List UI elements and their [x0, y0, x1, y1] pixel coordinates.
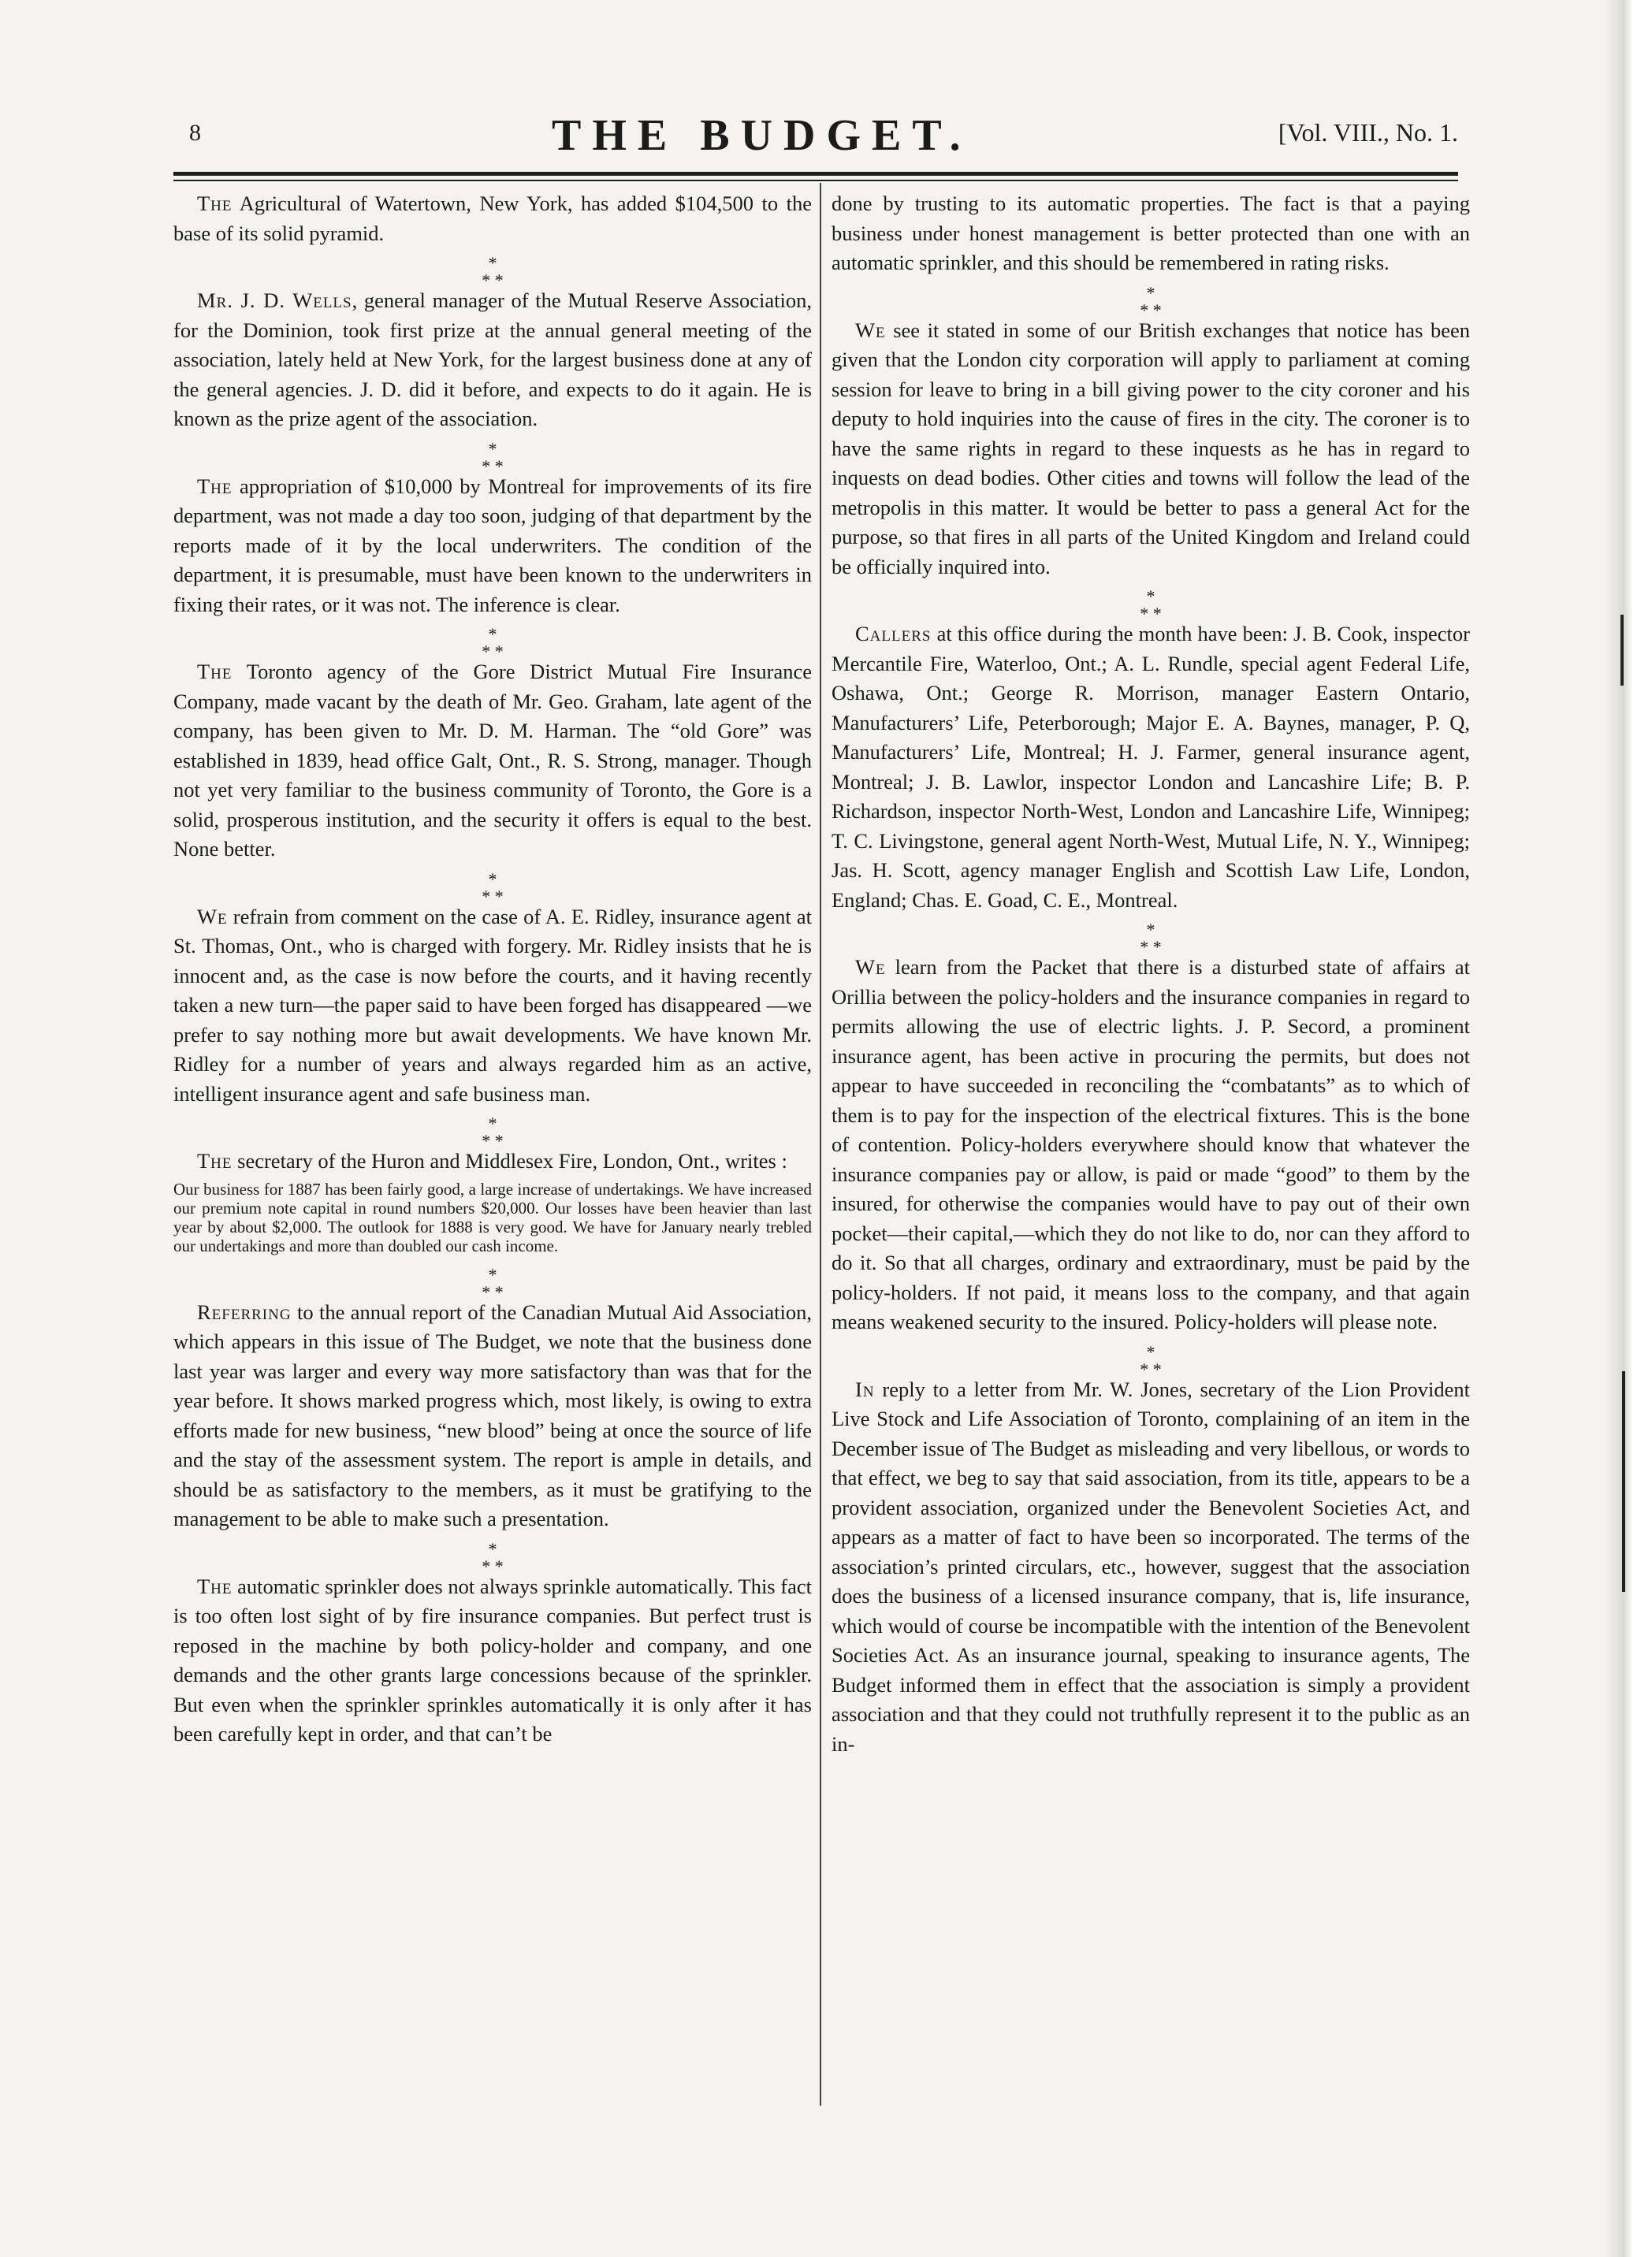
section-separator: * * * [1140, 920, 1162, 957]
left-column [173, 189, 812, 1749]
news-item [832, 189, 1470, 278]
item-text: appropriation of $10,000 by Montreal for improvements of its fire department, was not made a day too soon, judging of that department by the reports made of it by the local underwriters. The condition of the department, it is presumable, must have been known to the underwriters in fixing their rates, or it was not. The inference is clear. [173, 474, 812, 616]
item-lead: The [197, 660, 233, 683]
right-column [832, 189, 1470, 1759]
item-lead: We [855, 318, 886, 342]
news-item [173, 286, 812, 434]
news-item [173, 902, 812, 1110]
item-lead: The [197, 1149, 233, 1173]
item-lead: Mr. J. D. Wells [197, 288, 352, 312]
header-rule-thin [173, 180, 1458, 181]
section-separator: * * * [482, 253, 504, 290]
header-rule [173, 172, 1458, 176]
item-text: see it stated in some of our British exchanges that notice has been given that the London city corporation will apply to parliament at coming session for leave to bring in a bill giving power to the city coroner and his deputy to hold inquiries into the cause of fires in the city. The coroner is to have the same rights in regard to these inquests as he has in regard to inquests on dead bodies. Other cities and towns will follow the lead of the metropolis in this matter. It would be better to pass a general Act for the purpose, so that fires in all parts of the United Kingdom and Ireland could be officially inquired into. [832, 318, 1470, 578]
news-item [173, 657, 812, 865]
item-text: reply to a letter from Mr. W. Jones, secretary of the Lion Provident Live Stock and Life Association of Toronto, complaining of an item in the December issue of The Budget as misleading and very libellous, or words to that effect, we beg to say that said association, from its title, appears to be a provident association, organized under the Benevolent Societies Act, and appears as a matter of fact to have been so incorporated. The terms of the association’s printed circulars, etc., however, suggest that the association does the business of a licensed insurance company, that is, life insurance, which would of course be incompatible with the intention of the Benevolent Societies Act. As an insurance journal, speaking to insurance agents, The Budget informed them in effect that the association is simply a provident association and that they could not truthfully represent it to the public as an in- [832, 1377, 1470, 1756]
item-lead: Referring [197, 1300, 292, 1324]
news-item [173, 189, 812, 248]
item-lead: The [197, 1574, 233, 1598]
item-text: secretary of the Huron and Middlesex Fire, London, Ont., writes : [232, 1149, 787, 1173]
item-text: , general manager of the Mutual Reserve Association, for the Dominion, took first prize at the annual general meeting of the association, lately held at New York, for the largest business done at any of the general agencies. J. D. did it before, and expects to do it again. He is known as the prize agent of the association. [173, 288, 812, 430]
section-separator: * * * [482, 1538, 504, 1576]
item-lead: We [197, 904, 228, 928]
page-number: 8 [189, 120, 201, 146]
news-item [832, 619, 1470, 915]
item-lead: The [197, 474, 233, 498]
news-item [832, 316, 1470, 582]
news-item [173, 1147, 812, 1177]
item-text: refrain from comment on the case of A. E. Ridley, insurance agent at St. Thomas, Ont., who is charged with forgery. Mr. Ridley insists that he is innocent and, as the case is now before the courts, and it having recently taken a new turn—the paper said to have been forged has disappeared —we prefer to say nothing more but await developments. We have known Mr. Ridley for a number of years and always regarded him as an active, intelligent insurance agent and safe business man. [173, 904, 812, 1106]
section-separator: * * * [482, 1264, 504, 1302]
section-separator: * * * [482, 624, 504, 661]
news-item [832, 953, 1470, 1337]
item-lead: We [855, 955, 886, 979]
item-text: to the annual report of the Canadian Mutual Aid Association, which appears in this issue of The Budget, we note that the business done last year was larger and every way more satisfactory than was that for the year before. It shows marked progress which, most likely, is owing to extra efforts made for new business, “new blood” being at once the source of life and the stay of the assessment system. The report is ample in details, and should be as satisfactory to the members, as it must be gratifying to the management to be able to make such a presentation. [173, 1300, 812, 1530]
news-item [173, 1298, 812, 1534]
section-separator: * * * [1140, 1341, 1162, 1379]
item-lead: The [197, 191, 233, 215]
news-item [173, 472, 812, 620]
quoted-letter: Our business for 1887 has been fairly good, a large increase of undertakings. We have increased our premium note capital in round numbers $20,000. Our losses have been heavier than last year by about $2,000. The outlook for 1888 is very good. We have for January nearly trebled our undertakings and more than doubled our cash income. [173, 1179, 812, 1255]
item-text: at this office during the month have been: J. B. Cook, inspector Mercantile Fire, Waterloo, Ont.; A. L. Rundle, special agent Federal Life, Oshawa, Ont.; George R. Morrison, manager Eastern Ontario, Manufacturers’ Life, Peterborough; Major E. A. Baynes, manager, P. Q, Manufacturers’ Life, Montreal; H. J. Farmer, general insurance agent, Montreal; J. B. Lawlor, inspector London and Lancashire Life; B. P. Richardson, inspector North-West, London and Lancashire Life, Winnipeg; T. C. Livingstone, general agent North-West, Mutual Life, N. Y., Winnipeg; Jas. H. Scott, agency manager English and Scottish Law Life, London, England; Chas. E. Goad, C. E., Montreal. [832, 622, 1470, 912]
page-edge [1605, 0, 1652, 2257]
section-separator: * * * [482, 438, 504, 476]
item-text: Toronto agency of the Gore District Mutual Fire Insurance Company, made vacant by the death of Mr. Geo. Graham, late agent of the company, has been given to Mr. D. M. Harman. The “old Gore” was established in 1839, head office Galt, Ont., R. S. Strong, manager. Though not yet very familiar to the business community of Toronto, the Gore is a solid, prosperous institution, and the security it offers is equal to the best. None better. [173, 660, 812, 861]
section-separator: * * * [1140, 282, 1162, 320]
item-lead: Callers [855, 622, 932, 645]
item-text: learn from the Packet that there is a disturbed state of affairs at Orillia between the policy-holders and the insurance companies in regard to permits allowing the use of electric lights. J. P. Secord, a prominent insurance agent, has been active in procuring the permits, but does not appear to have succeeded in reconciling the “combatants” as to which of them is to pay for the inspection of the electrical fixtures. This is the bone of contention. Policy-holders everywhere should know that whatever the insurance companies pay or allow, is paid or made “good” to them by the insured, for otherwise the companies would have to pay out of their own pocket—their capital,—which they do not like to do, nor can they afford to do it. So that all charges, ordinary and extraordinary, must be paid by the policy-holders. If not paid, it means loss to the company, and that again means weakened security to the insured. Policy-holders will please note. [832, 955, 1470, 1333]
item-text: Agricultural of Watertown, New York, has added $104,500 to the base of its solid pyramid. [173, 191, 812, 245]
news-item [173, 1572, 812, 1749]
section-separator: * * * [1140, 586, 1162, 623]
item-text: done by trusting to its automatic properties. The fact is that a paying business under honest management is better protected than one with an automatic sprinkler, and this should be remembered in rating risks. [832, 191, 1470, 274]
masthead-title: THE BUDGET. [552, 111, 972, 160]
item-lead: In [855, 1377, 875, 1401]
section-separator: * * * [482, 868, 504, 906]
item-text: automatic sprinkler does not always sprinkle automatically. This fact is too often lost sight of by fire insurance companies. But perfect trust is reposed in the machine by both policy-holder and company, and one demands and the other grants large concessions because of the sprinkler. But even when the sprinkler sprinkles automatically it is only after it has been carefully kept in order, and that can’t be [173, 1574, 812, 1746]
column-divider [820, 183, 821, 2106]
news-item [832, 1375, 1470, 1760]
volume-issue: [Vol. VIII., No. 1. [1278, 118, 1458, 147]
section-separator: * * * [482, 1114, 504, 1151]
page-header [173, 110, 1458, 158]
